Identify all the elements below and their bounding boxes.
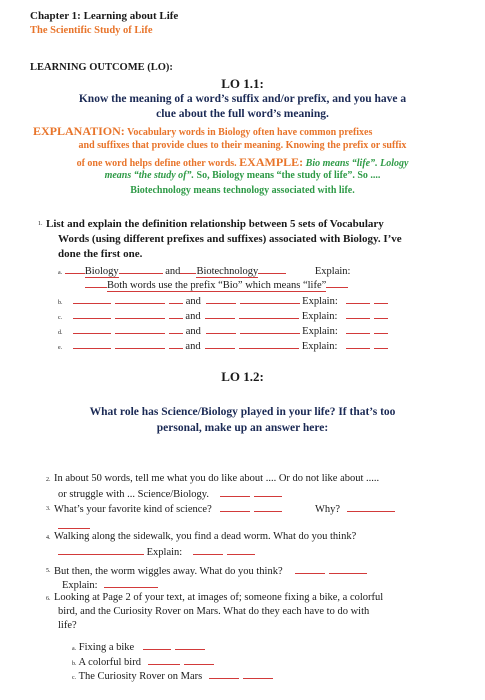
q1-text-line3: done the first one. <box>58 248 143 260</box>
blank-line[interactable] <box>205 309 235 319</box>
blank-line[interactable] <box>220 502 250 512</box>
explanation-line2: and suffixes that provide clues to their meaning. Knowing the prefix or suffix <box>78 140 407 151</box>
explanation-label: EXPLANATION: <box>33 124 125 138</box>
blank-line[interactable] <box>374 339 388 349</box>
item-text: Fixing a bike <box>78 642 135 653</box>
blank-line[interactable] <box>58 519 90 529</box>
lo-1-2-question-line1: What role has Science/Biology played in your life? If that’s too <box>89 406 396 418</box>
blank-line[interactable] <box>258 264 286 274</box>
explanation-line3a: of one word helps define other words. <box>76 158 237 169</box>
item-text: A colorful bird <box>78 657 141 668</box>
blank-line[interactable] <box>295 564 325 574</box>
q5-number: 5. <box>46 568 51 574</box>
blank-line[interactable] <box>148 655 180 665</box>
blank-line[interactable] <box>73 309 111 319</box>
blank-line[interactable] <box>254 502 282 512</box>
row-a-and: and <box>165 266 181 277</box>
q2-line2-text: or struggle with ... Science/Biology. <box>58 489 209 500</box>
explanation-line1 <box>33 124 372 139</box>
blank-line[interactable] <box>346 294 370 304</box>
example-line4a: means “the study of”. <box>104 170 195 181</box>
item-letter: a. <box>72 646 77 652</box>
q5-explain-line <box>62 578 158 591</box>
row-a-note-text: Both words use the prefix “Bio” which means “life” <box>107 280 327 291</box>
blank-line[interactable] <box>184 655 214 665</box>
blank-line[interactable] <box>143 640 171 650</box>
blank-line[interactable] <box>227 545 255 555</box>
blank-line[interactable] <box>254 487 282 497</box>
blank-line[interactable] <box>326 278 348 288</box>
blank-line[interactable] <box>58 545 144 555</box>
row-letter: b. <box>58 300 63 306</box>
blank-line[interactable] <box>115 309 165 319</box>
q6-line2: bird, and the Curiosity Rover on Mars. What do they each have to do with <box>58 606 370 617</box>
blank-line[interactable] <box>65 264 85 274</box>
q1-row-c <box>58 309 388 322</box>
row-and: and <box>185 296 201 307</box>
explanation-text1: Vocabulary words in Biology often have common prefixes <box>127 127 373 138</box>
blank-line[interactable] <box>220 487 250 497</box>
row-explain: Explain: <box>302 326 338 337</box>
q6-line1: Looking at Page 2 of your text, at images of; someone fixing a bike, a colorful <box>54 592 384 603</box>
blank-line[interactable] <box>329 564 367 574</box>
blank-line[interactable] <box>374 324 388 334</box>
item-letter: b. <box>72 661 77 667</box>
example-text1: Bio means “life”. Lology <box>305 158 409 169</box>
lo-1-1-desc-line2: clue about the full word’s meaning. <box>156 108 329 120</box>
q6-line3: life? <box>58 620 77 631</box>
chapter-subtitle: The Scientific Study of Life <box>30 25 153 36</box>
example-label: EXAMPLE: <box>239 155 304 169</box>
blank-line[interactable] <box>104 578 158 588</box>
blank-line[interactable] <box>206 294 236 304</box>
example-line4b: So, Biology means “the study of life”. So .... <box>196 170 381 181</box>
blank-line[interactable] <box>205 339 235 349</box>
row-letter: c. <box>58 315 63 321</box>
q2-number: 2. <box>46 477 51 483</box>
blank-line[interactable] <box>115 324 165 334</box>
q2-line2 <box>58 487 282 500</box>
q4-explain-line <box>58 545 255 558</box>
blank-line[interactable] <box>73 324 111 334</box>
blank-line[interactable] <box>119 264 163 274</box>
q1-text-line1: List and explain the definition relationship between 5 sets of Vocabulary <box>46 218 384 230</box>
row-a-word2: Biotechnology <box>196 266 259 277</box>
blank-line[interactable] <box>239 309 299 319</box>
q3-text: What’s your favorite kind of science? <box>54 504 212 515</box>
q4-explain: Explain: <box>146 547 183 558</box>
chapter-title: Chapter 1: Learning about Life <box>30 10 179 22</box>
blank-line[interactable] <box>169 294 183 304</box>
blank-line[interactable] <box>209 669 239 679</box>
q1-row-d <box>58 324 388 337</box>
q1-row-a <box>58 264 350 277</box>
row-a-word1: Biology <box>84 266 119 277</box>
example-line5: Biotechnology means technology associated with life. <box>130 185 355 196</box>
q1-row-e <box>58 339 388 352</box>
item-letter: c. <box>72 675 77 681</box>
blank-line[interactable] <box>169 324 183 334</box>
blank-line[interactable] <box>240 294 300 304</box>
row-a-explain: Explain: <box>314 266 351 277</box>
lo-1-2-question-line2: personal, make up an answer here: <box>156 422 329 434</box>
row-explain: Explain: <box>301 341 338 352</box>
blank-line[interactable] <box>347 502 395 512</box>
blank-line[interactable] <box>175 640 205 650</box>
row-and: and <box>185 341 201 352</box>
q1-number: 1. <box>38 221 43 227</box>
q1-row-b <box>58 294 388 307</box>
blank-line[interactable] <box>346 309 370 319</box>
q3-line <box>54 502 395 515</box>
blank-line[interactable] <box>169 339 183 349</box>
blank-line[interactable] <box>115 339 165 349</box>
q3-why: Why? <box>314 504 341 515</box>
q1-row-a-note <box>85 278 348 291</box>
q1-text-line2: Words (using different prefixes and suffixes) associated with Biology. I’ve <box>58 233 402 245</box>
row-letter: d. <box>58 330 63 336</box>
blank-line[interactable] <box>243 669 273 679</box>
explanation-line3 <box>0 155 485 170</box>
row-and: and <box>185 326 201 337</box>
q3-number: 3. <box>46 506 51 512</box>
lo-1-1-title: LO 1.1: <box>221 76 264 91</box>
q6-item-b <box>72 655 214 668</box>
row-explain: Explain: <box>302 296 338 307</box>
lo-1-2-title: LO 1.2: <box>221 369 264 384</box>
blank-line[interactable] <box>346 324 370 334</box>
blank-line[interactable] <box>374 294 388 304</box>
learning-outcome-heading: LEARNING OUTCOME (LO): <box>30 62 173 73</box>
example-line4 <box>0 170 485 181</box>
q5-line <box>54 564 367 577</box>
row-explain: Explain: <box>301 311 338 322</box>
lo-1-1-desc-line1: Know the meaning of a word’s suffix and/or prefix, and you have a <box>78 93 407 105</box>
q6-item-c <box>72 669 273 682</box>
row-and: and <box>185 311 201 322</box>
q2-line1: In about 50 words, tell me what you do like about .... Or do not like about ..... <box>54 473 380 484</box>
blank-line[interactable] <box>85 278 107 288</box>
q5-explain: Explain: <box>62 580 98 591</box>
q4-number: 4. <box>46 535 51 541</box>
row-letter: a. <box>58 270 63 276</box>
blank-line[interactable] <box>115 294 165 304</box>
blank-line[interactable] <box>346 339 370 349</box>
blank-line[interactable] <box>374 309 388 319</box>
blank-line[interactable] <box>73 339 111 349</box>
blank-line[interactable] <box>240 324 300 334</box>
blank-line[interactable] <box>169 309 183 319</box>
blank-line[interactable] <box>73 294 111 304</box>
q4-text: Walking along the sidewalk, you find a dead worm. What do you think? <box>54 531 357 542</box>
blank-line[interactable] <box>180 264 196 274</box>
blank-line[interactable] <box>206 324 236 334</box>
row-letter: e. <box>58 345 63 351</box>
item-text: The Curiosity Rover on Mars <box>78 671 203 682</box>
q6-number: 6. <box>46 596 51 602</box>
blank-line[interactable] <box>239 339 299 349</box>
q6-item-a <box>72 640 205 653</box>
blank-line[interactable] <box>193 545 223 555</box>
q5-text: But then, the worm wiggles away. What do you think? <box>54 566 283 577</box>
